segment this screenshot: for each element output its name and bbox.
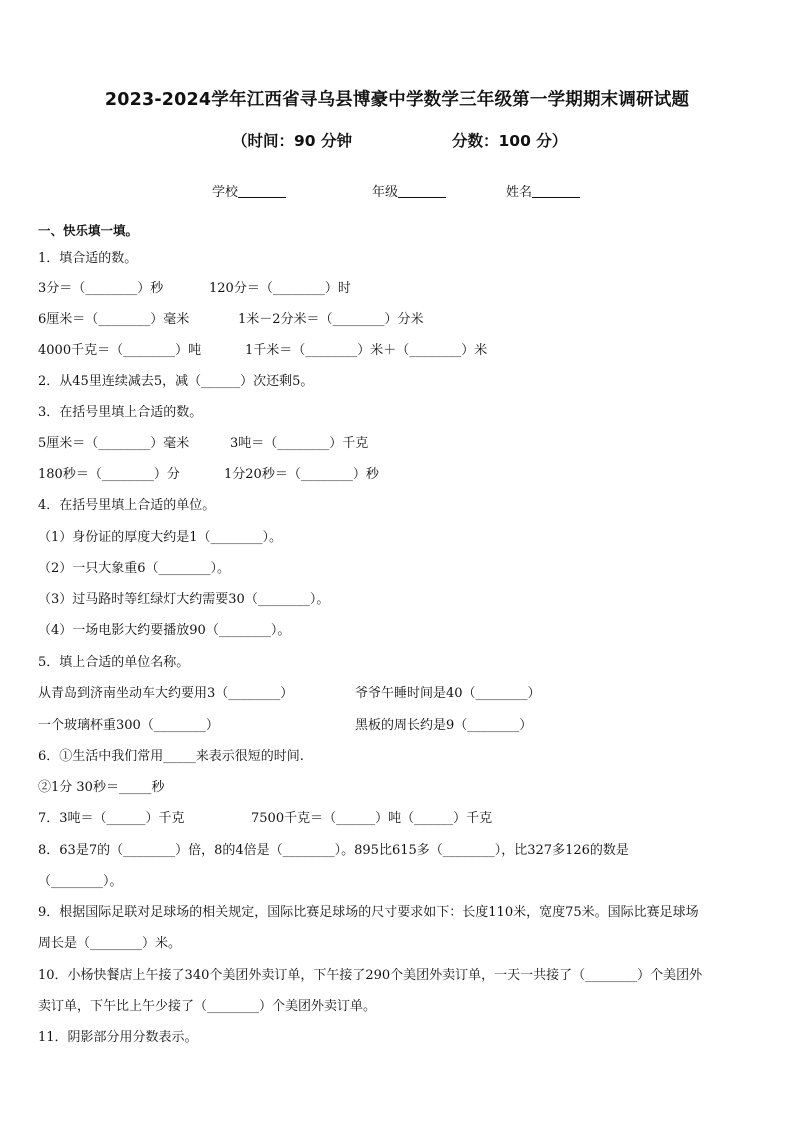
score-info: 分数：100 分） [452, 132, 568, 150]
grade-blank [398, 184, 446, 198]
q9-line2: 周长是（________）米。 [38, 936, 182, 951]
q2-stem: 2．从45里连续减去5，减（______）次还剩5。 [38, 374, 314, 389]
grade-field [372, 181, 446, 200]
q5-line2b: 黑板的周长约是9（________） [355, 718, 533, 733]
school-field [212, 181, 286, 200]
q1-stem: 1．填合适的数。 [38, 251, 138, 266]
q10-line1: 10．小杨快餐店上午接了340个美团外卖订单，下午接了290个美团外卖订单，一天一共接了（________）个美团外 [38, 968, 703, 983]
grade-label: 年级 [372, 185, 399, 200]
q11-stem: 11．阴影部分用分数表示。 [38, 1030, 198, 1045]
q3-line2a: 180秒＝（________）分 [38, 467, 180, 482]
section-heading: 一、快乐填一填。 [38, 223, 139, 238]
name-field [506, 181, 580, 200]
q6-line2: ②1分 30秒＝_____秒 [38, 780, 165, 795]
q1-line1a: 3分＝（________）秒 [38, 281, 164, 296]
q5-line2a: 一个玻璃杯重300（________） [38, 718, 219, 733]
q8-line2: （________）。 [38, 874, 123, 889]
q3-line1a: 5厘米＝（________）毫米 [38, 436, 190, 451]
q7-a: 7．3吨＝（______）千克 [38, 811, 185, 826]
q3-line2b: 1分20秒＝（________）秒 [224, 467, 379, 482]
q1-line3b: 1千米＝（________）米＋（________）米 [245, 343, 488, 358]
q4-stem: 4．在括号里填上合适的单位。 [38, 498, 216, 513]
name-label: 姓名 [506, 185, 533, 200]
q1-line3a: 4000千克＝（________）吨 [38, 343, 202, 358]
q5-line1a: 从青岛到济南坐动车大约要用3（________） [38, 686, 294, 701]
q9-line1: 9．根据国际足联对足球场的相关规定，国际比赛足球场的尺寸要求如下：长度110米，宽度75米。国际比赛足球场 [38, 905, 699, 920]
q8-line1: 8．63是7的（________）倍，8的4倍是（________）。895比615多（________），比327多126的数是 [38, 843, 629, 858]
school-blank [238, 184, 286, 198]
q10-line2: 卖订单，下午比上午少接了（________）个美团外卖订单。 [38, 999, 377, 1014]
q5-stem: 5．填上合适的单位名称。 [38, 655, 190, 670]
q1-line2b: 1米－2分米＝（________）分米 [238, 312, 424, 327]
time-info: （时间：90 分钟 [232, 132, 352, 150]
school-label: 学校 [212, 185, 239, 200]
q4-sub3: （3）过马路时等红绿灯大约需要30（________）。 [38, 592, 330, 607]
exam-title: 2023-2024学年江西省寻乌县博豪中学数学三年级第一学期期末调研试题 [104, 90, 690, 110]
q1-line1b: 120分＝（________）时 [209, 281, 351, 296]
q4-sub4: （4）一场电影大约要播放90（________）。 [38, 623, 291, 638]
q4-sub2: （2）一只大象重6（________）。 [38, 561, 231, 576]
q3-line1b: 3吨＝（________）千克 [230, 436, 369, 451]
name-blank [532, 184, 580, 198]
q3-stem: 3．在括号里填上合适的数。 [38, 405, 203, 420]
q5-line1b: 爷爷午睡时间是40（________） [355, 686, 541, 701]
q7-b: 7500千克＝（______）吨（______）千克 [251, 811, 493, 826]
q1-line2a: 6厘米＝（________）毫米 [38, 312, 190, 327]
q4-sub1: （1）身份证的厚度大约是1（________）。 [38, 530, 283, 545]
q6-line1: 6．①生活中我们常用_____来表示很短的时间. [38, 749, 304, 764]
